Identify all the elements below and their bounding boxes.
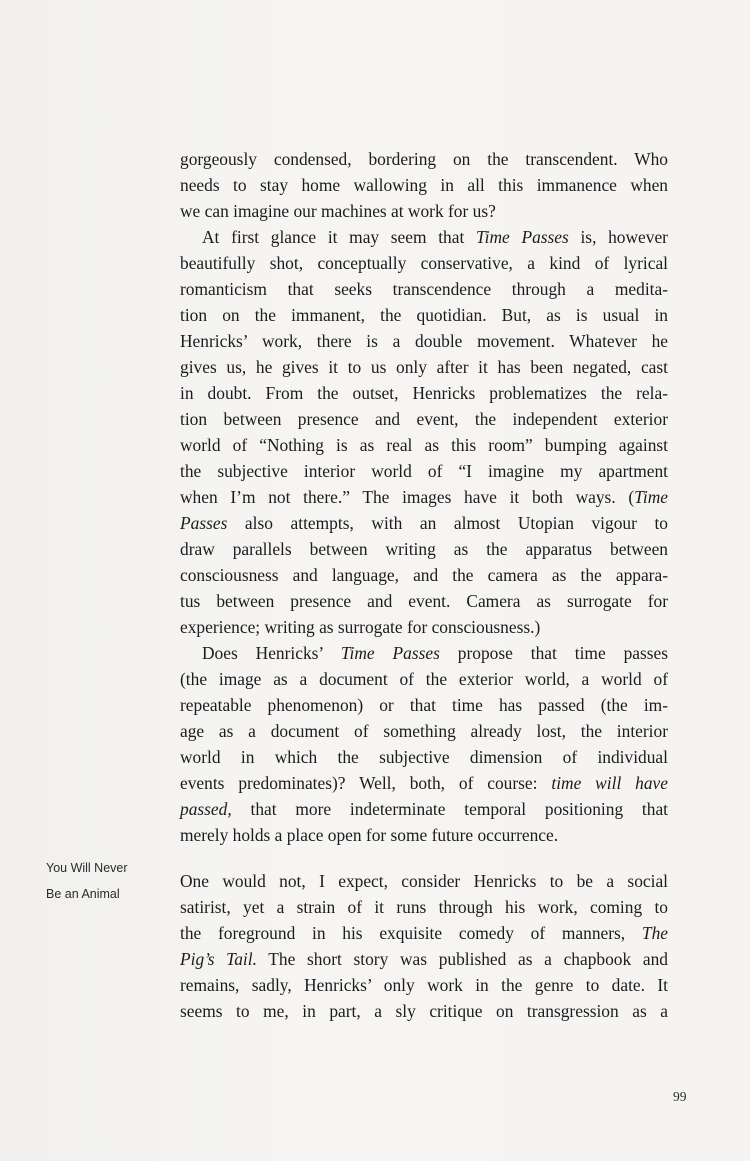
text-line: One would not, I expect, consider Henricks to be a social (180, 871, 668, 891)
film-title: Time Passes (475, 227, 569, 247)
section-break (180, 848, 668, 868)
text-line: world of “Nothing is as real as this room” bumping against (180, 435, 668, 455)
text-line: remains, sadly, Henricks’ only work in the genre to date. It (180, 975, 668, 995)
margin-heading-line: Be an Animal (46, 887, 120, 901)
paragraph-3 (180, 640, 668, 848)
text-line: beautifully shot, conceptually conservative, a kind of lyrical (180, 253, 668, 273)
film-title: Time Passes (340, 643, 440, 663)
text-line: Pig’s Tail. The short story was published as a chapbook and (180, 949, 668, 969)
text-line: seems to me, in part, a sly critique on transgression as a (180, 1001, 668, 1021)
text-line: the foreground in his exquisite comedy of manners, The (180, 923, 668, 943)
text-line: Passes also attempts, with an almost Utopian vigour to (180, 513, 668, 533)
text-line: tion on the immanent, the quotidian. But, as is usual in (180, 305, 668, 325)
text-line: the subjective interior world of “I imagine my apartment (180, 461, 668, 481)
film-title: Passes (180, 513, 228, 533)
page-number: 99 (673, 1089, 687, 1104)
paragraph-2 (180, 224, 668, 640)
paragraph-1 (180, 146, 668, 224)
story-title: Pig’s Tail. (180, 949, 257, 969)
text-line: merely holds a place open for some future occurrence. (180, 825, 559, 845)
emphasis: passed, (180, 799, 232, 819)
text-line: Does Henricks’ Time Passes propose that time passes (202, 643, 669, 663)
text-line: (the image as a document of the exterior world, a world of (180, 669, 668, 689)
film-title: Time (634, 487, 668, 507)
text-line: we can imagine our machines at work for us? (180, 201, 496, 221)
text-line: romanticism that seeks transcendence through a medita- (180, 279, 668, 299)
text-line: At first glance it may seem that Time Passes is, however (202, 227, 668, 247)
text-line: in doubt. From the outset, Henricks problematizes the rela- (180, 383, 668, 403)
text-line: Henricks’ work, there is a double movement. Whatever he (180, 331, 668, 351)
text-line: gives us, he gives it to us only after it has been negated, cast (180, 357, 668, 377)
paragraph-4 (180, 868, 668, 1024)
margin-section-heading (46, 855, 128, 907)
text-line: gorgeously condensed, bordering on the transcendent. Who (180, 149, 668, 169)
text-line: satirist, yet a strain of it runs through his work, coming to (180, 897, 668, 917)
text-line: tus between presence and event. Camera as surrogate for (180, 591, 668, 611)
emphasis: time will have (551, 773, 668, 793)
text-line: needs to stay home wallowing in all this immanence when (180, 175, 668, 195)
text-line: tion between presence and event, the independent exterior (180, 409, 668, 429)
text-line: consciousness and language, and the camera as the appara- (180, 565, 668, 585)
text-line: world in which the subjective dimension of individual (180, 747, 668, 767)
text-line: events predominates)? Well, both, of course: time will have (180, 773, 668, 793)
text-line: experience; writing as surrogate for consciousness.) (180, 617, 541, 637)
text-line: age as a document of something already lost, the interior (180, 721, 668, 741)
text-line: draw parallels between writing as the apparatus between (180, 539, 668, 559)
text-line: when I’m not there.” The images have it both ways. (Time (180, 487, 668, 507)
text-line: passed, that more indeterminate temporal positioning that (180, 799, 668, 819)
margin-heading-line: You Will Never (46, 861, 128, 875)
body-text (180, 146, 668, 1024)
story-title: The (641, 923, 668, 943)
text-line: repeatable phenomenon) or that time has passed (the im- (180, 695, 668, 715)
